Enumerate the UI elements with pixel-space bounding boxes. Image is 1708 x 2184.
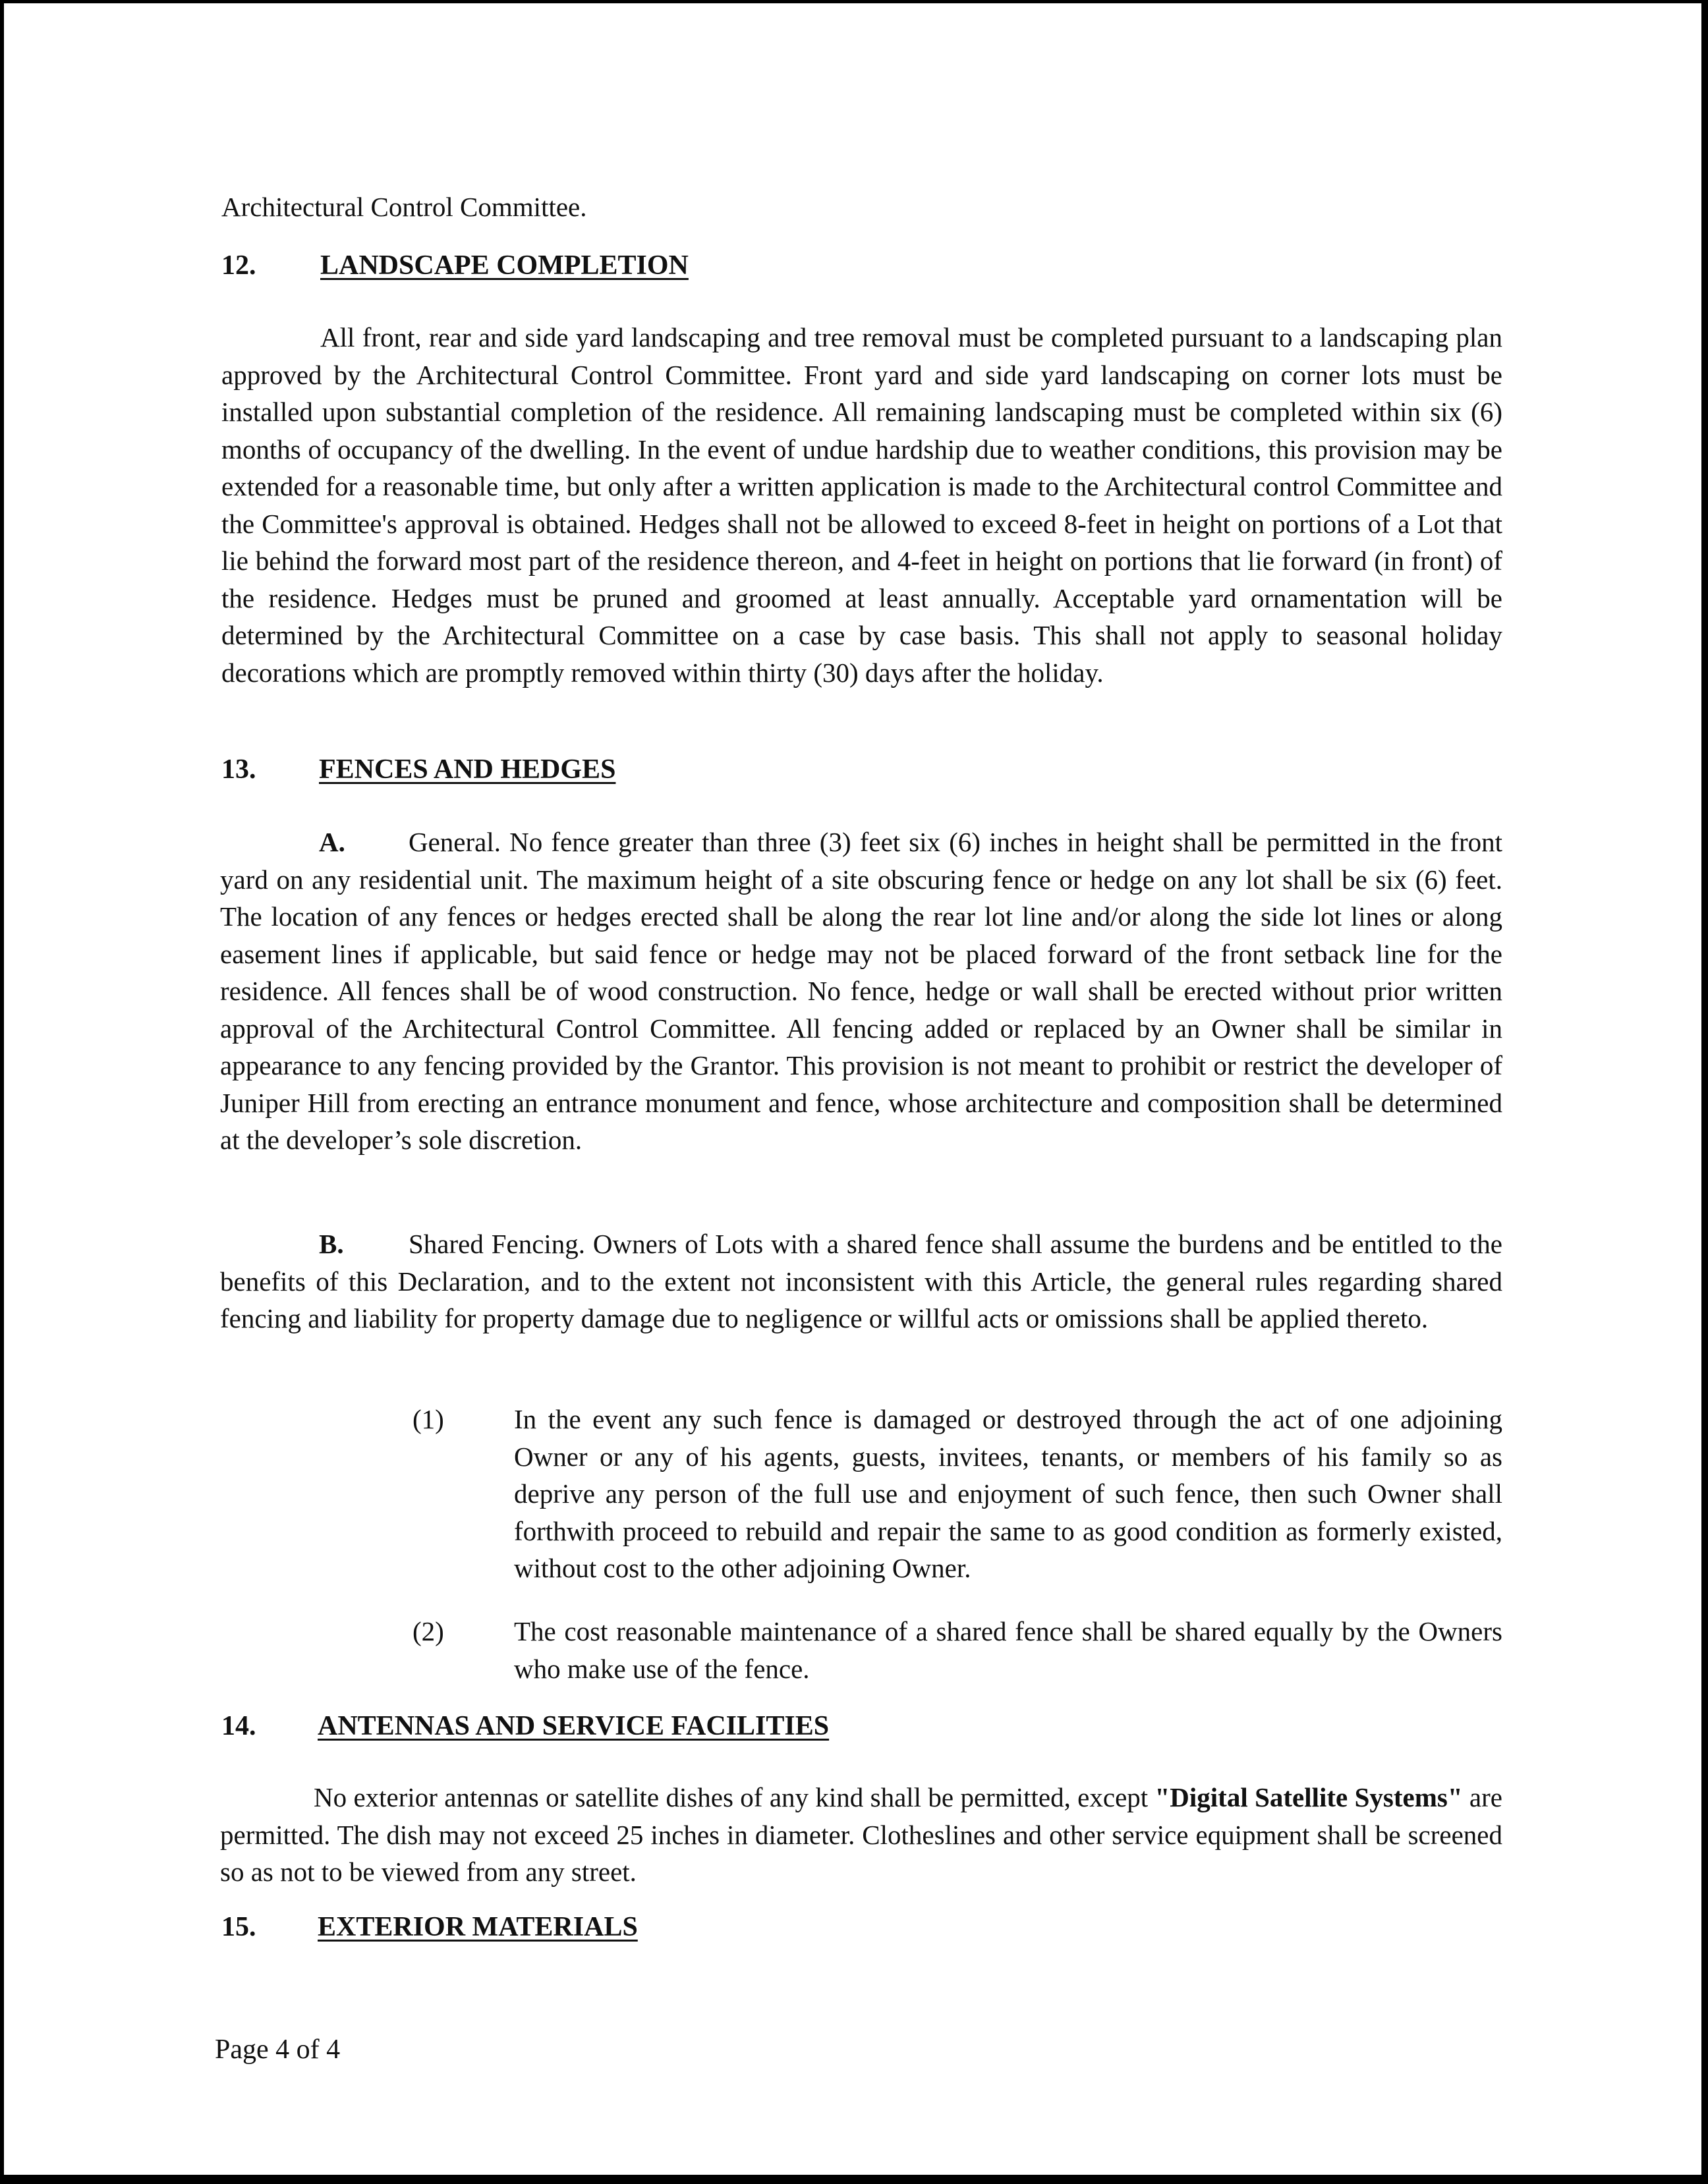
section-15-heading: [221, 1911, 880, 1944]
section-14-text-before: No exterior antennas or satellite dishes of any kind shall be permitted, except: [314, 1782, 1155, 1812]
section-13-number: 13.: [221, 754, 256, 785]
section-13b-text: Shared Fencing. Owners of Lots with a shared fence shall assume the burdens and be entitled to the benefits of this Declaration, and to the extent not inconsistent with this Article, the general rules regarding shared fencing and liability for property damage due to negligence or willful acts or omissions shall be applied thereto.: [220, 1229, 1502, 1333]
page-number: Page 4 of 4: [215, 2034, 341, 2065]
item-2-number: (2): [413, 1616, 444, 1646]
section-12-number: 12.: [221, 250, 256, 281]
section-15-title: EXTERIOR MATERIALS: [318, 1912, 638, 1942]
section-14-heading: [221, 1710, 1012, 1743]
intro-line: Architectural Control Committee.: [221, 192, 587, 222]
section-14-number: 14.: [221, 1711, 256, 1741]
section-14-bold-text: "Digital Satellite Systems": [1154, 1782, 1463, 1812]
section-15-number: 15.: [221, 1912, 256, 1942]
item-2-text: The cost reasonable maintenance of a shared fence shall be shared equally by the Owners who make use of the fence.: [514, 1616, 1502, 1684]
section-13-heading: [221, 753, 880, 786]
section-13-title: FENCES AND HEDGES: [319, 754, 616, 785]
section-13a-label: A.: [319, 827, 345, 857]
section-14-text-after: are permitted. The dish may not exceed 25 inches in diameter. Clotheslines and other service equipment shall be screened so as not to be viewed from any street.: [220, 1782, 1502, 1887]
section-13b-label: B.: [319, 1229, 344, 1259]
section-12-paragraph: [221, 319, 1502, 691]
section-12-text: All front, rear and side yard landscaping and tree removal must be completed pursuant to a landscaping plan approved by the Architectural Control Committee. Front yard and side yard landscaping on corner lots must be installed upon substantial completion of the residence. All remaining landscaping must be completed within six (6) months of occupancy of the dwelling. In the event of undue hardship due to weather conditions, this provision may be extended for a reasonable time, but only after a written application is made to the Architectural control Committee and the Committee's approval is obtained. Hedges shall not be allowed to exceed 8-feet in height on portions of a Lot that lie behind the forward most part of the residence thereon, and 4-feet in height on portions that lie forward (in front) of the residence. Hedges must be pruned and groomed at least annually. Acceptable yard ornamentation will be determined by the Architectural Committee on a case by case basis. This shall not apply to seasonal holiday decorations which are promptly removed within thirty (30) days after the holiday.: [221, 322, 1502, 688]
section-13b-paragraph: [220, 1225, 1502, 1337]
section-12-heading: [221, 249, 880, 282]
item-1-text: In the event any such fence is damaged or destroyed through the act of one adjoining Owner or any of his agents, guests, invitees, tenants, or members of his family so as deprive any person of the full use and enjoyment of such fence, then such Owner shall forthwith proceed to rebuild and repair the same to as good condition as formerly existed, without cost to the other adjoining Owner.: [514, 1404, 1502, 1583]
section-12-title: LANDSCAPE COMPLETION: [320, 250, 689, 281]
section-14-paragraph: [220, 1779, 1502, 1891]
section-13a-text: General. No fence greater than three (3) feet six (6) inches in height shall be permitted in the front yard on any residential unit. The maximum height of a site obscuring fence or hedge on any lot shall be six (6) feet. The location of any fences or hedges erected shall be along the rear lot line and/or along the side lot lines or along easement lines if applicable, but said fence or hedge may not be placed forward of the front setback line for the residence. All fences shall be of wood construction. No fence, hedge or wall shall be erected without prior written approval of the Architectural Control Committee. All fencing added or replaced by an Owner shall be similar in appearance to any fencing provided by the Grantor. This provision is not meant to prohibit or restrict the developer of Juniper Hill from erecting an entrance monument and fence, whose architecture and composition shall be determined at the developer’s sole discretion.: [220, 827, 1502, 1155]
item-1-number: (1): [413, 1404, 444, 1434]
section-13a-paragraph: [220, 824, 1502, 1159]
section-14-title: ANTENNAS AND SERVICE FACILITIES: [318, 1711, 830, 1741]
